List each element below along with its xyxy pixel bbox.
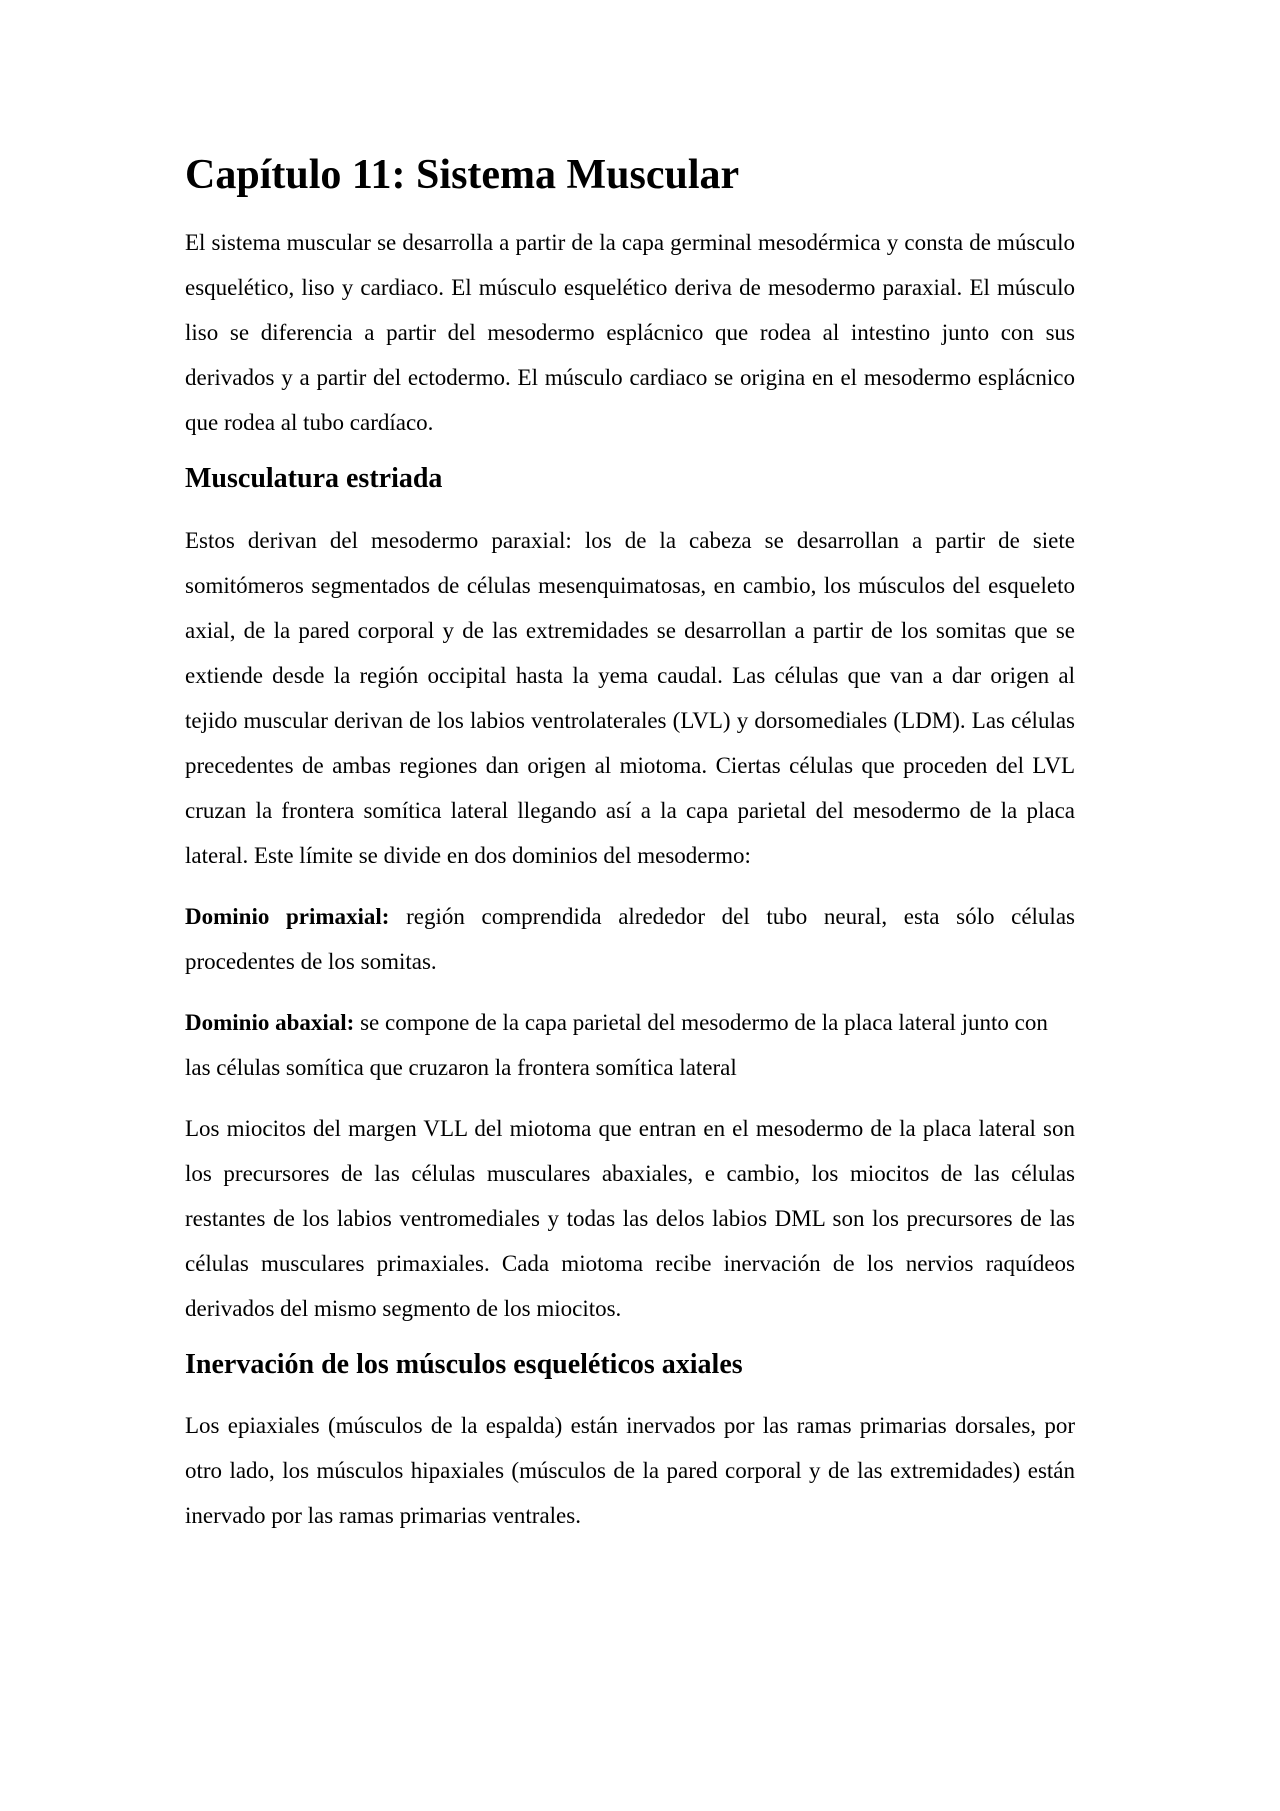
primaxial-domain-definition: región comprendida alrededor del tubo neural, esta sólo células procedentes de los somitas. (185, 903, 1075, 974)
abaxial-domain-term: Dominio abaxial: (185, 1009, 355, 1035)
section-heading-inervacion: Inervación de los músculos esqueléticos axiales (185, 1348, 743, 1380)
abaxial-domain-definition: se compone de la capa parietal del mesodermo de la placa lateral junto con las células somítica que cruzaron la frontera somítica lateral (185, 1009, 1048, 1080)
chapter-title: Capítulo 11: Sistema Muscular (185, 152, 740, 198)
intro-paragraph: El sistema muscular se desarrolla a partir de la capa germinal mesodérmica y consta de músculo esquelético, liso y cardiaco. El músculo esquelético deriva de mesodermo paraxial. El músculo liso se diferencia a partir del mesodermo esplácnico que rodea al intestino junto con sus derivados y a partir del ectodermo. El músculo cardiaco se origina en el mesodermo esplácnico que rodea al tubo cardíaco. (185, 230, 1075, 436)
primaxial-domain-paragraph (185, 894, 1075, 984)
document-page (185, 150, 1075, 1554)
innervation-paragraph: Los epiaxiales (músculos de la espalda) están inervados por las ramas primarias dorsales, por otro lado, los músculos hipaxiales (músculos de la pared corporal y de las extremidades) están inervado por las ramas primarias ventrales. (185, 1413, 1075, 1529)
primaxial-domain-term: Dominio primaxial: (185, 903, 390, 929)
section-heading-musculatura-estriada: Musculatura estriada (185, 463, 443, 495)
myocytes-paragraph: Los miocitos del margen VLL del miotoma que entran en el mesodermo de la placa lateral son los precursores de las células musculares abaxiales, e cambio, los miocitos de las células restantes de los labios ventromediales y todas las delos labios DML son los precursores de las células musculares primaxiales. Cada miotoma recibe inervación de los nervios raquídeos derivados del mismo segmento de los miocitos. (185, 1115, 1075, 1321)
striated-muscle-paragraph: Estos derivan del mesodermo paraxial: los de la cabeza se desarrollan a partir de siete somitómeros segmentados de células mesenquimatosas, en cambio, los músculos del esqueleto axial, de la pared corporal y de las extremidades se desarrollan a partir de los somitas que se extiende desde la región occipital hasta la yema caudal. Las células que van a dar origen al tejido muscular derivan de los labios ventrolaterales (LVL) y dorsomediales (LDM). Las células precedentes de ambas regiones dan origen al miotoma. Ciertas células que proceden del LVL cruzan la frontera somítica lateral llegando así a la capa parietal del mesodermo de la placa lateral. Este límite se divide en dos dominios del mesodermo: (185, 527, 1075, 868)
abaxial-domain-paragraph (185, 1000, 1075, 1090)
